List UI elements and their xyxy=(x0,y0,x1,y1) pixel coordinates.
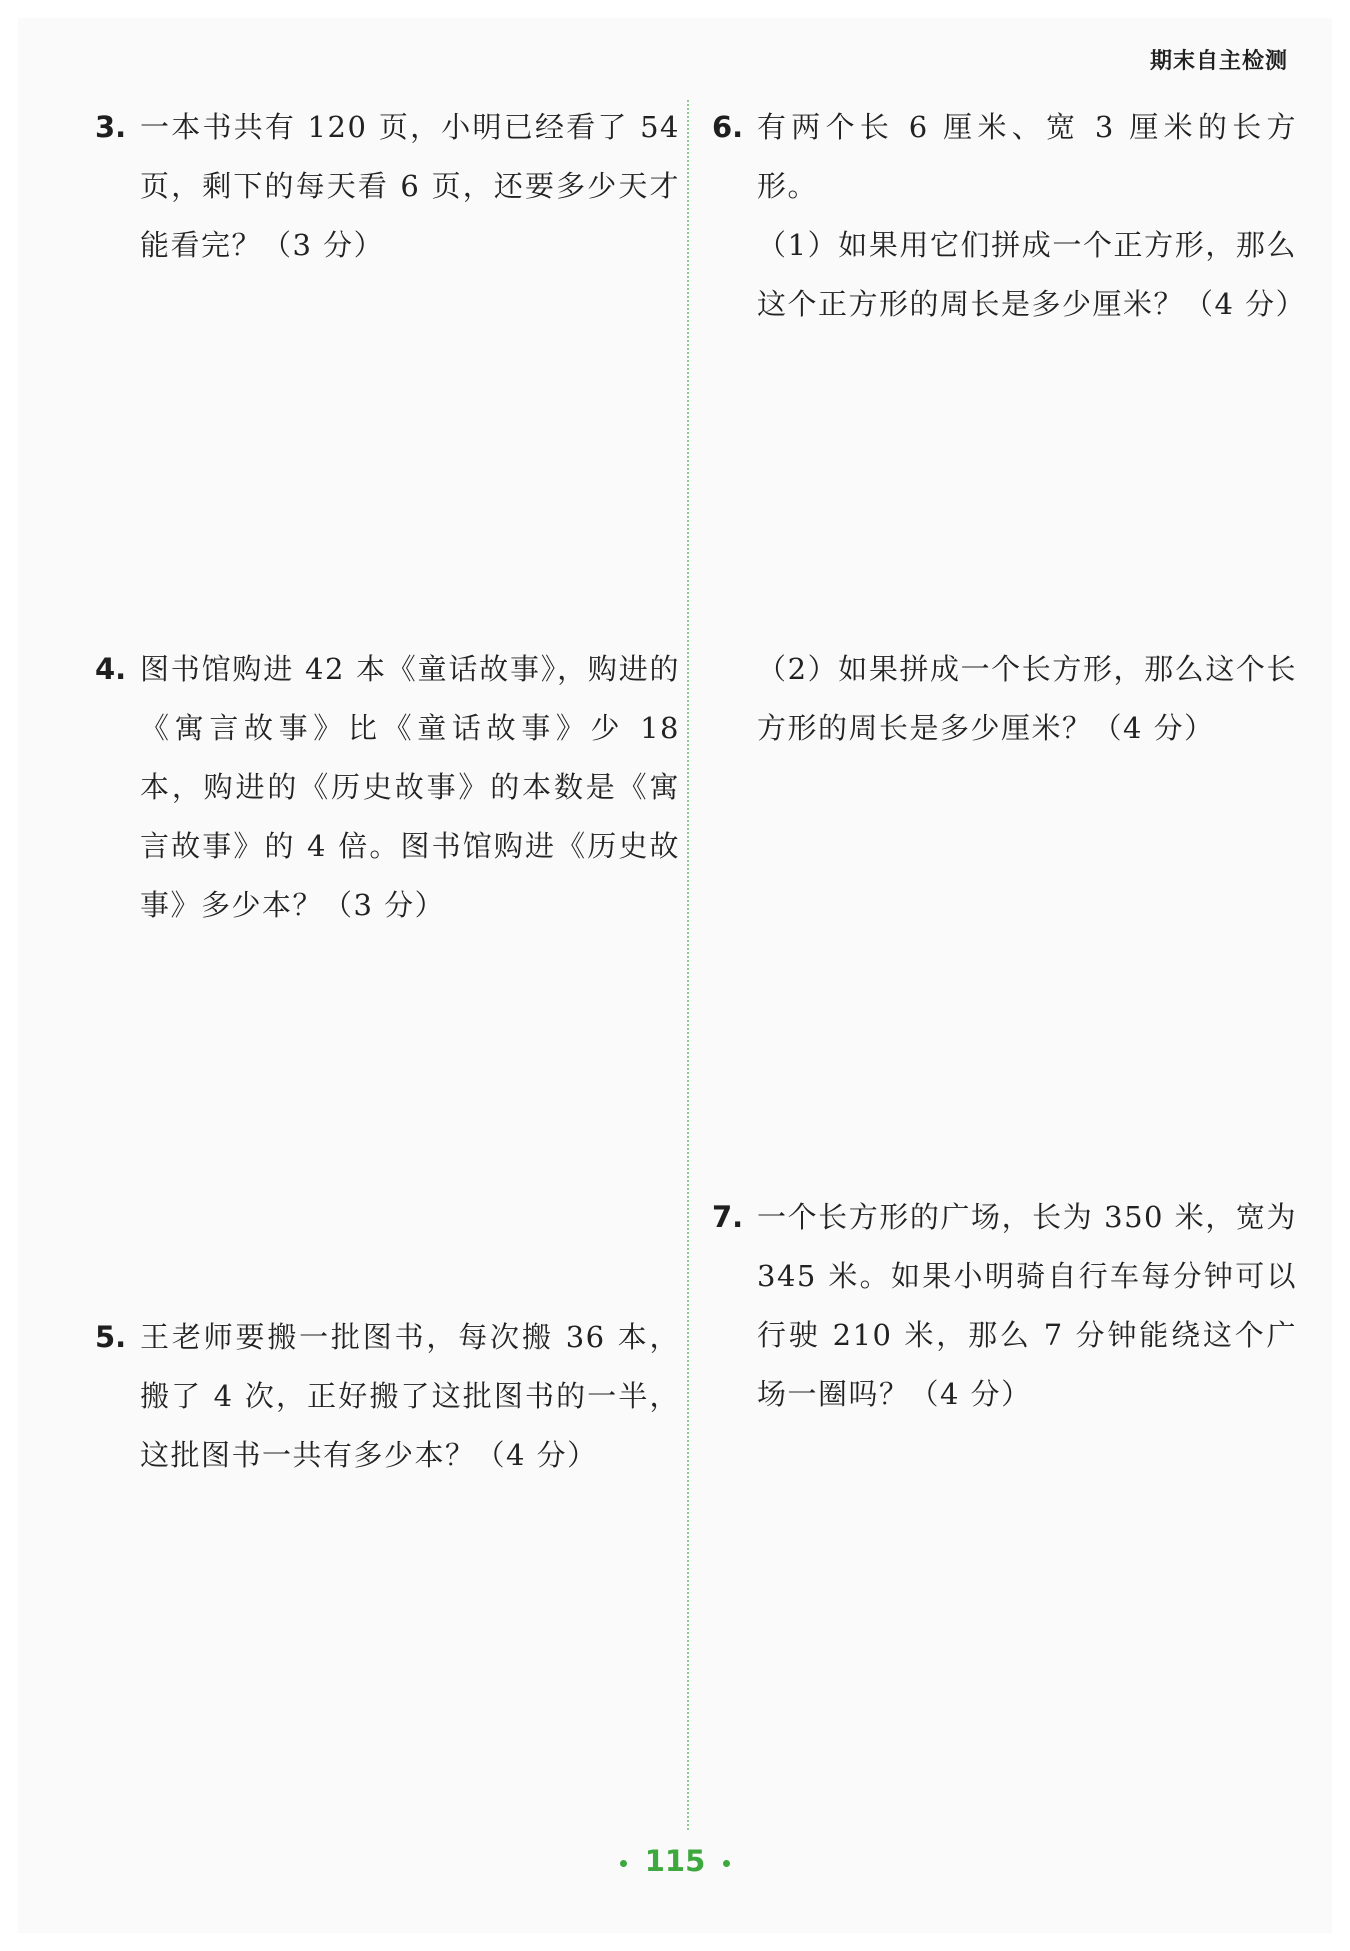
question-number: 7. xyxy=(712,1200,744,1234)
question-text: 王老师要搬一批图书，每次搬 36 本，搬了 4 次，正好搬了这批图书的一半，这批图书一共有多少本？（4 分） xyxy=(140,1320,680,1472)
question-4 xyxy=(95,640,680,935)
question-6-part-2 xyxy=(757,640,1297,758)
section-title: 期末自主检测 xyxy=(1149,49,1288,74)
question-7 xyxy=(712,1188,1297,1424)
page-number xyxy=(0,1844,1350,1878)
question-number: 4. xyxy=(95,652,127,686)
question-text: 一个长方形的广场，长为 350 米，宽为 345 米。如果小明骑自行车每分钟可以行驶 210 米，那么 7 分钟能绕这个广场一圈吗？（4 分） xyxy=(757,1200,1297,1411)
page-number-text: 115 xyxy=(644,1844,706,1878)
bullet-dot-icon xyxy=(723,1860,730,1867)
question-6 xyxy=(712,98,1307,334)
question-3 xyxy=(95,98,680,275)
column-divider xyxy=(687,100,689,1830)
question-number: 6. xyxy=(712,110,744,144)
sub-question-1: （1）如果用它们拼成一个正方形，那么这个正方形的周长是多少厘米？（4 分） xyxy=(757,228,1307,321)
question-text: 图书馆购进 42 本《童话故事》，购进的《寓言故事》比《童话故事》少 18 本，购进的《历史故事》的本数是《寓言故事》的 4 倍。图书馆购进《历史故事》多少本？（3 分） xyxy=(140,652,680,922)
sub-question-2: （2）如果拼成一个长方形，那么这个长方形的周长是多少厘米？（4 分） xyxy=(757,652,1297,745)
question-number: 5. xyxy=(95,1320,127,1354)
question-text: 一本书共有 120 页，小明已经看了 54 页，剩下的每天看 6 页，还要多少天才能看完？（3 分） xyxy=(140,110,680,262)
question-text: 有两个长 6 厘米、宽 3 厘米的长方形。 xyxy=(757,110,1297,203)
question-5 xyxy=(95,1308,680,1485)
bullet-dot-icon xyxy=(620,1860,627,1867)
question-number: 3. xyxy=(95,110,127,144)
